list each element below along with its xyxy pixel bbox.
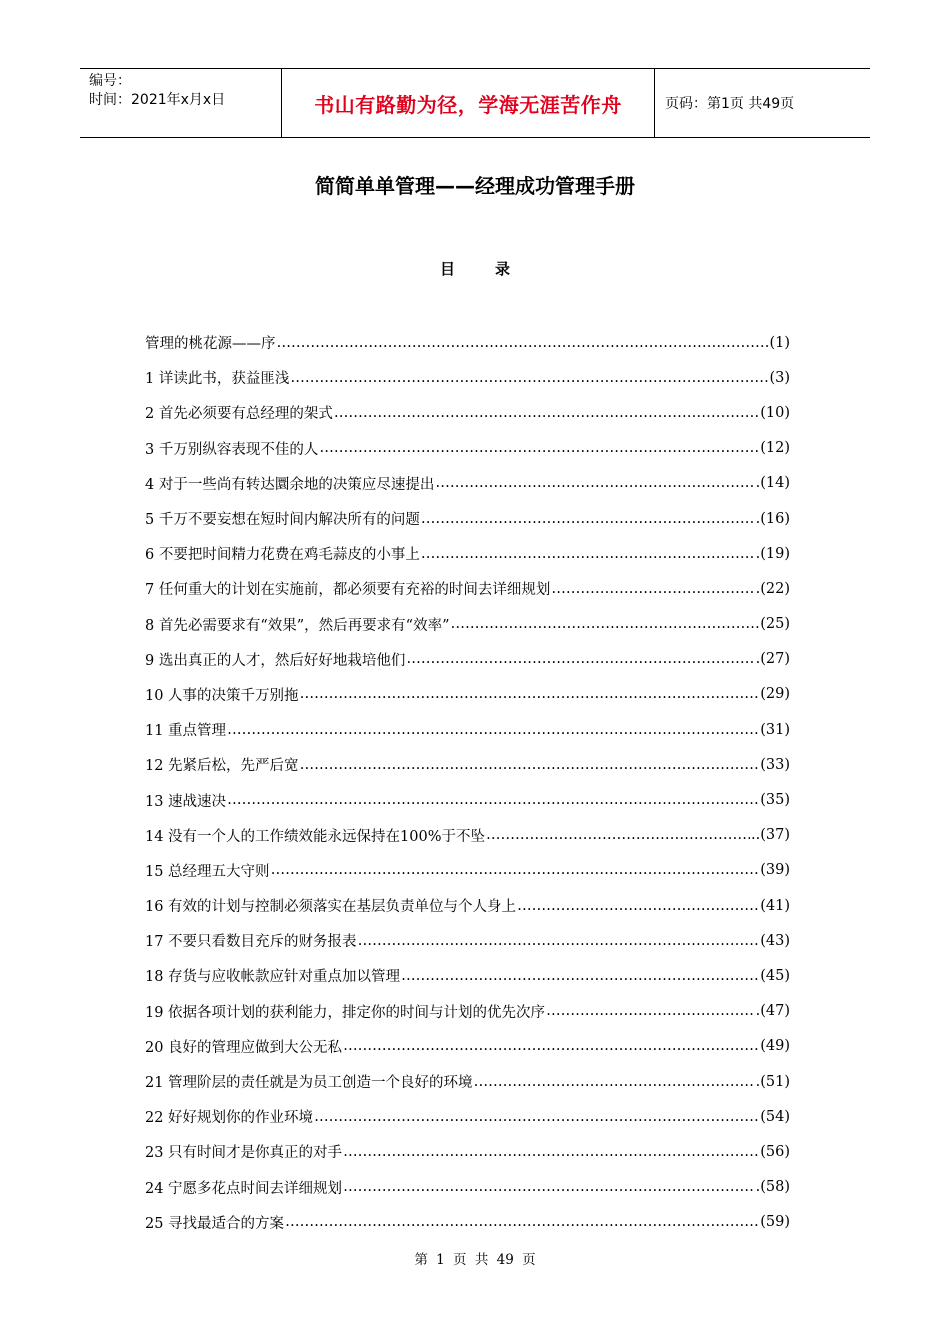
number-label: 编号： [89, 73, 131, 89]
toc-dot-leader [551, 581, 754, 597]
document-title: 简简单单管理——经理成功管理手册 [315, 174, 635, 198]
table-of-contents [145, 325, 790, 1240]
toc-entry[interactable] [145, 888, 790, 923]
toc-entry[interactable] [145, 431, 790, 466]
toc-dot-leader [517, 898, 759, 914]
toc-entry-title: 4 对于一些尚有转达圜余地的决策应尽速提出 [145, 476, 435, 493]
page-footer: 第 1 页 共 49 页 [414, 1252, 536, 1268]
toc-dot-leader [271, 862, 760, 878]
toc-entry-title: 5 千万不要妄想在短时间内解决所有的问题 [145, 512, 420, 529]
toc-dot-leader [343, 1038, 759, 1054]
toc-entry-page: (54) [760, 1108, 790, 1125]
toc-dot-leader [285, 1214, 759, 1230]
toc-entry-title: 3 千万别纵容表现不佳的人 [145, 441, 319, 458]
toc-entry-page: (49) [760, 1038, 790, 1055]
toc-entry-title: 17 不要只看数目充斥的财务报表 [145, 934, 357, 951]
toc-dot-leader [319, 440, 759, 456]
toc-entry-title: 1 详读此书，获益匪浅 [145, 371, 290, 388]
toc-entry[interactable] [145, 747, 790, 782]
toc-dot-leader [486, 827, 750, 843]
toc-dot-leader [450, 616, 759, 632]
toc-entry-page: .(22) [755, 580, 790, 597]
toc-entry[interactable] [145, 818, 790, 853]
toc-entry-title: 18 存货与应收帐款应针对重点加以管理 [145, 969, 401, 986]
toc-entry-page: (10) [760, 404, 790, 421]
toc-entry-title: 2 首先必须要有总经理的架式 [145, 406, 333, 423]
toc-entry-page: (12) [760, 440, 790, 457]
toc-dot-leader [401, 968, 759, 984]
toc-entry[interactable] [145, 994, 790, 1029]
toc-entry-title: 25 寻找最适合的方案 [145, 1215, 285, 1232]
toc-entry-page: (29) [760, 686, 790, 703]
toc-entry-page: (41) [760, 897, 790, 914]
toc-entry-title: 19 依据各项计划的获利能力，排定你的时间与计划的优先次序 [145, 1004, 546, 1021]
toc-entry[interactable] [145, 501, 790, 536]
toc-entry[interactable] [145, 466, 790, 501]
toc-entry[interactable] [145, 1170, 790, 1205]
toc-entry-page: (1) [769, 334, 790, 351]
toc-entry[interactable] [145, 1029, 790, 1064]
toc-entry-page: .(16) [755, 510, 790, 527]
toc-entry[interactable] [145, 853, 790, 888]
toc-entry[interactable] [145, 360, 790, 395]
toc-entry-title: 20 良好的管理应做到大公无私 [145, 1039, 343, 1056]
toc-dot-leader [421, 511, 755, 527]
toc-entry-title: 6 不要把时间精力花费在鸡毛蒜皮的小事上 [145, 547, 420, 564]
toc-dot-leader [227, 722, 759, 738]
toc-entry-page: (3) [769, 369, 790, 386]
toc-dot-leader [358, 933, 760, 949]
header-motto: 书山有路勤为径，学海无涯苦作舟 [282, 69, 655, 137]
toc-entry-title: 13 速战速决 [145, 793, 227, 810]
toc-entry-page: .(27) [755, 651, 790, 668]
toc-entry-title: 7 任何重大的计划在实施前，都必须要有充裕的时间去详细规划 [145, 582, 551, 599]
toc-entry[interactable] [145, 782, 790, 817]
toc-dot-leader [334, 405, 759, 421]
toc-entry-title: 24 宁愿多花点时间去详细规划 [145, 1180, 343, 1197]
time-label: 时间：2021年x月x日 [89, 92, 226, 108]
toc-dot-leader [227, 792, 759, 808]
toc-entry-title: 8 首先必需要求有“效果”，然后再要求有“效率” [145, 617, 450, 634]
toc-entry-title: 22 好好规划你的作业环境 [145, 1110, 314, 1127]
toc-entry-page: (43) [760, 932, 790, 949]
toc-entry-page: (59) [760, 1214, 790, 1231]
toc-entry[interactable] [145, 1134, 790, 1169]
toc-dot-leader [277, 335, 769, 351]
toc-entry[interactable] [145, 642, 790, 677]
toc-entry[interactable] [145, 923, 790, 958]
toc-entry[interactable] [145, 1099, 790, 1134]
toc-entry[interactable] [145, 712, 790, 747]
toc-entry-title: 管理的桃花源——序 [145, 336, 276, 353]
toc-dot-leader [435, 475, 754, 491]
toc-entry-page: .(58) [755, 1179, 790, 1196]
toc-entry-page: (39) [760, 862, 790, 879]
toc-entry-page: .(14) [755, 475, 790, 492]
toc-entry-title: 23 只有时间才是你真正的对手 [145, 1145, 343, 1162]
toc-entry-page: (56) [760, 1143, 790, 1160]
header-meta [80, 69, 282, 137]
toc-entry[interactable] [145, 536, 790, 571]
toc-entry-page: .(19) [755, 545, 790, 562]
toc-dot-leader [343, 1144, 759, 1160]
toc-entry[interactable] [145, 1205, 790, 1240]
toc-dot-leader [421, 546, 755, 562]
toc-entry-title: 14 没有一个人的工作绩效能永远保持在100%于不坠 [145, 828, 486, 845]
toc-entry-page: (35) [760, 792, 790, 809]
toc-entry-page: (33) [760, 756, 790, 773]
toc-entry[interactable] [145, 677, 790, 712]
toc-entry-page: (31) [760, 721, 790, 738]
page-header [80, 68, 870, 138]
toc-entry-title: 16 有效的计划与控制必须落实在基层负责单位与个人身上 [145, 899, 517, 916]
toc-entry[interactable] [145, 325, 790, 360]
toc-entry-page: (25) [760, 616, 790, 633]
toc-dot-leader [406, 651, 754, 667]
toc-dot-leader [314, 1109, 759, 1125]
header-page-info: 页码：第1页 共49页 [665, 96, 795, 112]
toc-dot-leader [300, 686, 760, 702]
toc-dot-leader [300, 757, 760, 773]
toc-entry[interactable] [145, 958, 790, 993]
toc-entry[interactable] [145, 395, 790, 430]
toc-dot-leader [343, 1179, 755, 1195]
toc-entry[interactable] [145, 1064, 790, 1099]
toc-entry-title: 9 选出真正的人才，然后好好地栽培他们 [145, 652, 406, 669]
toc-entry-page: .(47) [755, 1003, 790, 1020]
toc-entry-title: 10 人事的决策千万别拖 [145, 687, 299, 704]
toc-entry[interactable] [145, 571, 790, 606]
toc-entry-title: 12 先紧后松，先严后宽 [145, 758, 299, 775]
toc-entry-title: 11 重点管理 [145, 723, 227, 740]
toc-dot-leader [290, 370, 768, 386]
toc-entry-title: 21 管理阶层的责任就是为员工创造一个良好的环境 [145, 1075, 473, 1092]
toc-entry-title: 15 总经理五大守则 [145, 863, 270, 880]
toc-heading: 目录 [439, 260, 550, 278]
toc-dot-leader [474, 1074, 755, 1090]
toc-dot-leader [546, 1003, 755, 1019]
toc-entry-page: .(51) [755, 1073, 790, 1090]
toc-entry-page: (45) [760, 967, 790, 984]
toc-entry[interactable] [145, 607, 790, 642]
toc-entry-page: ..(37) [751, 827, 790, 844]
